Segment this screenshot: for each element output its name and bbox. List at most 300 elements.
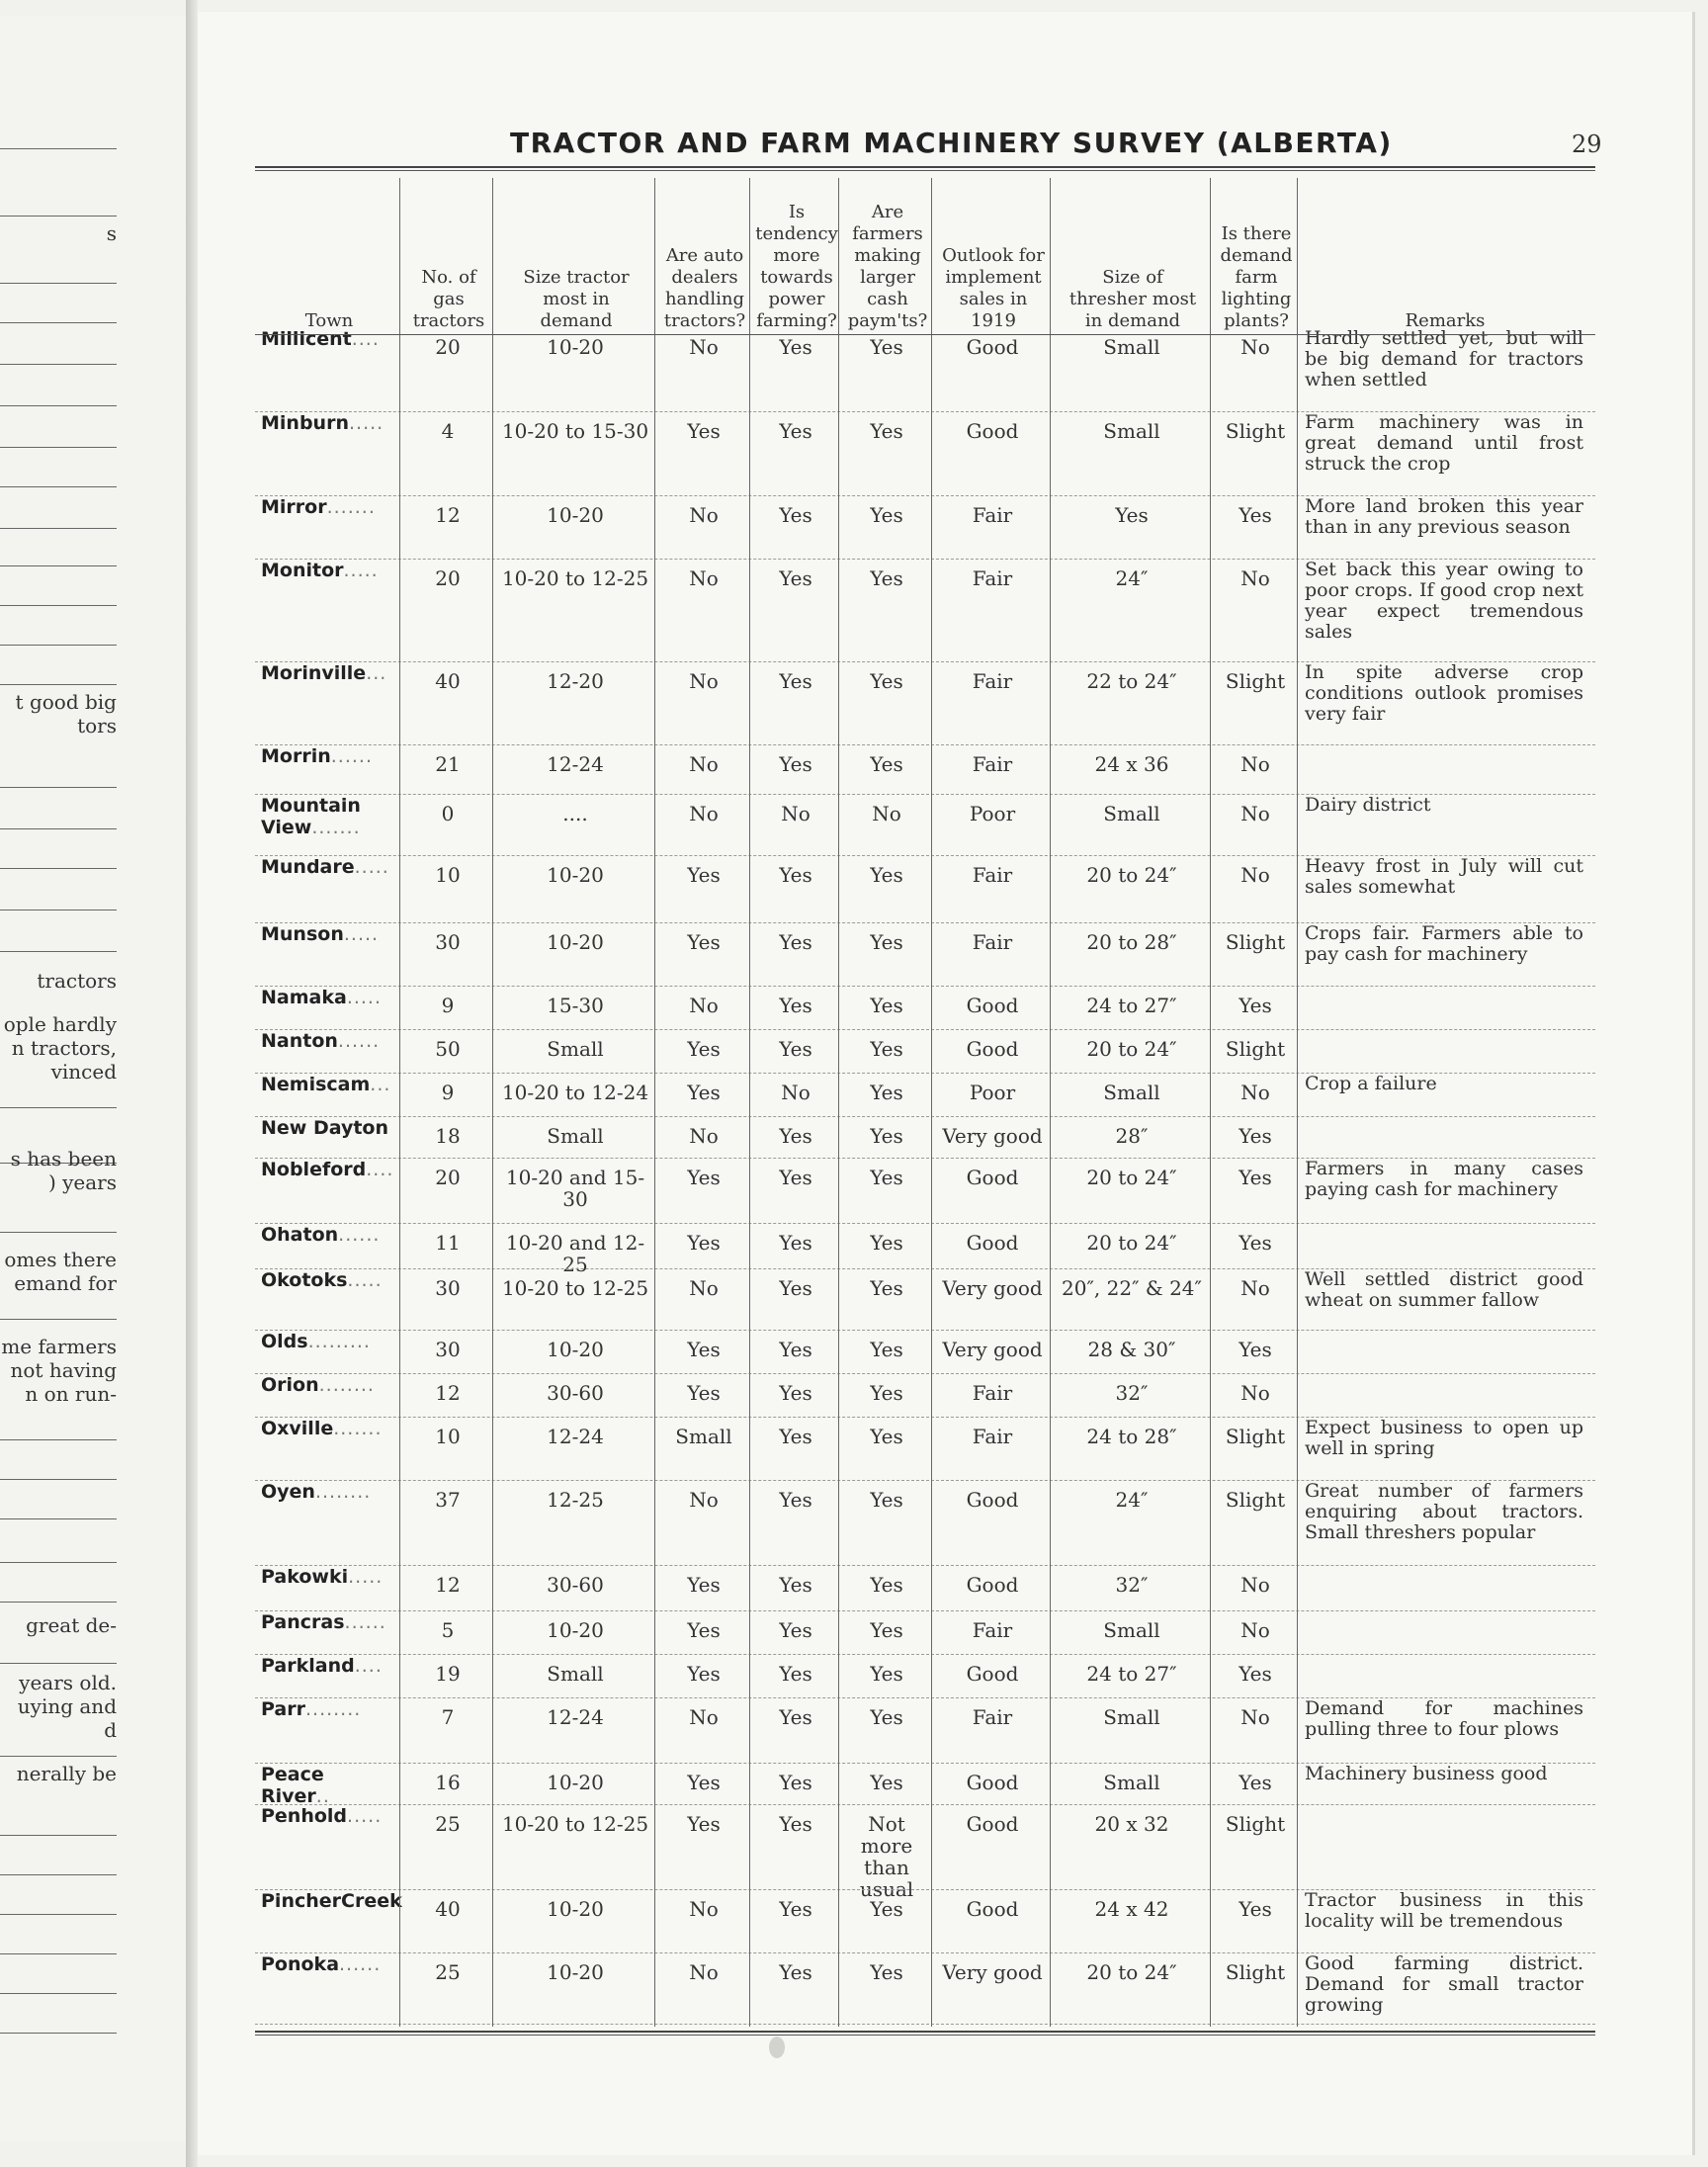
table-row [255,560,1595,662]
cell-lighting-plants: Yes [1238,503,1272,527]
table-row [255,412,1595,496]
town-name: Morinville [261,662,367,684]
leader-dots: ....... [326,496,376,518]
cell-cash-payments: Yes [870,1488,903,1512]
cell-gas-tractors: 12 [435,1573,461,1597]
leader-dots: ... [370,1074,391,1095]
cell-cash-payments: Yes [870,1425,903,1448]
column-header-town [257,182,401,332]
cell-town [261,1418,395,1439]
town-name: Monitor [261,560,344,581]
town-name: Penhold [261,1805,348,1827]
cell-auto-dealers: Yes [687,863,721,887]
facing-page-rule [0,486,117,487]
cell-thresher-size: 24 x 42 [1094,1897,1169,1921]
leader-dots: ...... [330,745,373,767]
cell-town [261,1953,395,1975]
column-divider [749,178,750,2027]
town-name: Morrin [261,745,331,767]
column-divider [399,178,400,2027]
cell-cash-payments: Yes [870,1573,903,1597]
column-header-thresher-size [1054,182,1212,332]
facing-page-rule [0,828,117,829]
cell-tractor-size: 10-20 [547,1338,604,1361]
table-row [255,1953,1595,2025]
cell-auto-dealers: Yes [687,1231,721,1255]
cell-power-tendency: Yes [779,1166,812,1189]
row-separator [255,2024,1595,2025]
cell-outlook-1919: Fair [972,1425,1013,1448]
cell-lighting-plants: No [1240,1705,1270,1729]
column-header-line: Is there [1221,223,1292,244]
cell-power-tendency: Yes [779,1573,812,1597]
cell-remarks: Farm machinery was in great demand until frost struck the crop [1305,411,1583,475]
leader-dots: ....... [311,817,361,838]
cell-outlook-1919: Fair [972,1705,1013,1729]
cell-town [261,1331,395,1352]
facing-page-rule [0,1874,117,1875]
cell-power-tendency: Yes [779,1124,812,1148]
facing-page-rule [0,1479,117,1480]
table-row [255,987,1595,1030]
cell-outlook-1919: Fair [972,669,1013,693]
cell-gas-tractors: 20 [435,335,461,359]
header-rule [255,334,1595,335]
cell-thresher-size: Small [1103,802,1160,825]
cell-gas-tractors: 12 [435,1381,461,1405]
facing-page-rule [0,1107,117,1108]
cell-lighting-plants: No [1240,1573,1270,1597]
town-name: Mirror [261,496,327,518]
column-header-line: dealers [671,267,738,288]
cell-lighting-plants: Slight [1225,1037,1286,1061]
leader-dots: ..... [354,856,389,878]
cell-auto-dealers: No [689,1488,719,1512]
town-name: Okotoks [261,1269,348,1291]
town-name: Namaka [261,987,347,1008]
cell-thresher-size: 20 to 24″ [1086,863,1177,887]
cell-gas-tractors: 10 [435,1425,461,1448]
cell-remarks: In spite adverse crop conditions outlook promises very fair [1305,661,1583,725]
cell-lighting-plants: No [1240,335,1270,359]
column-header-gas-tractors [403,182,494,332]
leader-dots: ..... [348,1566,384,1588]
column-header-line: 1919 [971,310,1016,331]
cell-auto-dealers: No [689,994,719,1017]
cell-lighting-plants: No [1240,1618,1270,1642]
cell-gas-tractors: 30 [435,930,461,954]
cell-thresher-size: 20 to 24″ [1086,1037,1177,1061]
table-row [255,1418,1595,1481]
cell-outlook-1919: Fair [972,930,1013,954]
cell-outlook-1919: Good [966,1812,1019,1836]
table-row [255,856,1595,923]
cell-town [261,496,395,518]
town-name: PincherCreek [261,1890,402,1912]
cell-auto-dealers: Yes [687,1771,721,1794]
table-row [255,1117,1595,1159]
column-header-line: No. of [421,267,476,288]
cell-cash-payments: Not more than usual [859,1812,914,1901]
cell-power-tendency: Yes [779,335,812,359]
facing-page-rule [0,1993,117,1994]
cell-cash-payments: Yes [870,1231,903,1255]
column-header-line: farmers [852,223,923,244]
cell-auto-dealers: No [689,1960,719,1984]
cell-remarks: Hardly settled yet, but will be big demand for tractors when settled [1305,327,1583,390]
column-header-outlook-1919 [935,182,1052,332]
facing-page-text: tractors [37,969,117,993]
column-header-line: farm [1235,267,1278,288]
town-name: Olds [261,1331,308,1352]
cell-power-tendency: Yes [779,419,812,443]
cell-outlook-1919: Good [966,1573,1019,1597]
cell-power-tendency: Yes [779,1897,812,1921]
facing-page-text: me farmers not having n on run- [1,1335,117,1406]
cell-power-tendency: Yes [779,1812,812,1836]
town-name: Nanton [261,1030,338,1052]
cell-tractor-size: .... [562,802,588,825]
cell-remarks: Crops fair. Farmers able to pay cash for machinery [1305,922,1583,965]
leader-dots: ...... [338,1224,381,1246]
cell-thresher-size: 20 to 28″ [1086,930,1177,954]
cell-power-tendency: Yes [779,1037,812,1061]
bottom-rule [255,2031,1595,2033]
cell-thresher-size: Small [1103,1081,1160,1104]
cell-outlook-1919: Fair [972,1381,1013,1405]
cell-lighting-plants: No [1240,863,1270,887]
town-name: Peace River [261,1764,324,1807]
cell-tractor-size: 10-20 [547,503,604,527]
cell-auto-dealers: Yes [687,1081,721,1104]
cell-auto-dealers: Yes [687,1166,721,1189]
cell-gas-tractors: 9 [441,994,455,1017]
cell-tractor-size: 10-20 [547,930,604,954]
cell-power-tendency: Yes [779,994,812,1017]
cell-town [261,987,395,1008]
facing-page-rule [0,447,117,448]
table-row [255,662,1595,745]
leader-dots: ...... [344,1611,386,1633]
town-name: Millicent [261,328,352,350]
leader-dots: ...... [339,1953,382,1975]
cell-gas-tractors: 21 [435,752,461,776]
cell-cash-payments: Yes [870,566,903,590]
column-header-line: tractors [412,310,485,331]
column-header-line: Size tractor [523,267,630,288]
cell-lighting-plants: No [1240,566,1270,590]
cell-lighting-plants: Slight [1225,1488,1286,1512]
cell-auto-dealers: No [689,669,719,693]
cell-tractor-size: 10-20 to 15-30 [501,419,649,443]
cell-town [261,1030,395,1052]
town-name: Mundare [261,856,355,878]
table-row [255,1074,1595,1117]
cell-tractor-size: 10-20 to 12-25 [501,1276,649,1300]
cell-power-tendency: Yes [779,1771,812,1794]
column-header-line: handling [664,289,745,309]
cell-town [261,412,395,434]
leader-dots: ......... [307,1331,371,1352]
column-divider [1210,178,1211,2027]
column-header-line: towards [760,267,833,288]
facing-page-text: s has been ) years [10,1147,117,1194]
cell-town [261,1481,395,1503]
facing-page-rule [0,684,117,685]
town-name: Ponoka [261,1953,340,1975]
town-name: Parr [261,1698,305,1720]
cell-gas-tractors: 0 [441,802,455,825]
cell-tractor-size: Small [547,1037,604,1061]
column-header-line: lighting [1221,289,1292,309]
column-header-line: Remarks [1405,310,1486,331]
leader-dots: .. [315,1785,330,1807]
facing-page-rule [0,868,117,869]
cell-thresher-size: 32″ [1115,1573,1149,1597]
cell-outlook-1919: Fair [972,503,1013,527]
cell-town [261,745,395,767]
table-row [255,1764,1595,1805]
cell-auto-dealers: No [689,566,719,590]
facing-page-rule [0,1602,117,1603]
facing-page-text: great de- [26,1613,117,1637]
cell-outlook-1919: Fair [972,1618,1013,1642]
cell-cash-payments: No [872,802,901,825]
cell-power-tendency: Yes [779,1231,812,1255]
column-header-line: farming? [756,310,837,331]
cell-lighting-plants: Yes [1238,1897,1272,1921]
leader-dots: ..... [347,1269,383,1291]
column-divider [492,178,493,2027]
cell-gas-tractors: 16 [435,1771,461,1794]
cell-lighting-plants: Yes [1238,1231,1272,1255]
column-header-line: in demand [1084,310,1181,331]
cell-power-tendency: No [781,1081,811,1104]
column-header-tractor-size [496,182,656,332]
cell-tractor-size: 10-20 to 12-25 [501,1812,649,1836]
leader-dots: ........ [318,1374,375,1396]
cell-town [261,1159,395,1180]
facing-page-rule [0,1562,117,1563]
facing-page-rule [0,2033,117,2034]
cell-tractor-size: 30-60 [547,1381,604,1405]
cell-gas-tractors: 18 [435,1124,461,1148]
table-row [255,1890,1595,1953]
cell-tractor-size: 12-20 [547,669,604,693]
cell-cash-payments: Yes [870,335,903,359]
town-name: Mountain View [261,795,361,838]
cell-lighting-plants: No [1240,1381,1270,1405]
cell-town [261,1117,395,1139]
cell-cash-payments: Yes [870,752,903,776]
cell-power-tendency: Yes [779,669,812,693]
cell-town [261,1566,395,1588]
cell-gas-tractors: 40 [435,1897,461,1921]
cell-cash-payments: Yes [870,1166,903,1189]
cell-gas-tractors: 5 [441,1618,455,1642]
cell-outlook-1919: Good [966,419,1019,443]
cell-outlook-1919: Very good [942,1124,1043,1148]
leader-dots: ........ [304,1698,362,1720]
cell-lighting-plants: Slight [1225,419,1286,443]
cell-gas-tractors: 30 [435,1338,461,1361]
cell-auto-dealers: No [689,503,719,527]
leader-dots: ..... [343,560,379,581]
cell-tractor-size: 30-60 [547,1573,604,1597]
cell-lighting-plants: Yes [1238,1662,1272,1686]
facing-page-rule [0,148,117,149]
cell-thresher-size: Small [1103,1705,1160,1729]
cell-auto-dealers: Yes [687,419,721,443]
cell-tractor-size: Small [547,1662,604,1686]
town-name: Nemiscam [261,1074,371,1095]
cell-lighting-plants: No [1240,1276,1270,1300]
page-title: TRACTOR AND FARM MACHINERY SURVEY (ALBERTA) [510,127,1393,159]
cell-thresher-size: 20 to 24″ [1086,1960,1177,1984]
cell-town [261,795,395,838]
cell-auto-dealers: Yes [687,1338,721,1361]
cell-lighting-plants: Slight [1225,1425,1286,1448]
table-row [255,1269,1595,1331]
cell-tractor-size: 10-20 and 15-30 [505,1166,645,1211]
table-row [255,1611,1595,1655]
column-header-line: tendency [755,223,838,244]
cell-thresher-size: 20 x 32 [1094,1812,1169,1836]
column-divider [838,178,839,2027]
cell-outlook-1919: Good [966,1231,1019,1255]
cell-cash-payments: Yes [870,669,903,693]
cell-cash-payments: Yes [870,1124,903,1148]
leader-dots: ........ [314,1481,372,1503]
cell-auto-dealers: No [689,1897,719,1921]
cell-thresher-size: 20″, 22″ & 24″ [1062,1276,1202,1300]
cell-gas-tractors: 20 [435,566,461,590]
cell-auto-dealers: Yes [687,1573,721,1597]
cell-power-tendency: Yes [779,1705,812,1729]
cell-thresher-size: 20 to 24″ [1086,1166,1177,1189]
column-header-line: demand [1220,245,1293,266]
column-divider [1297,178,1298,2027]
column-header-line: most in [543,289,610,309]
column-header-line: Are auto [665,245,744,266]
column-header-line: plants? [1224,310,1289,331]
cell-remarks: More land broken this year than in any previous season [1305,495,1583,538]
facing-page-text: t good big tors [15,690,117,737]
cell-lighting-plants: Yes [1238,1338,1272,1361]
cell-auto-dealers: Small [675,1425,732,1448]
cell-power-tendency: No [781,802,811,825]
cell-lighting-plants: Yes [1238,1166,1272,1189]
cell-auto-dealers: Yes [687,1618,721,1642]
cell-thresher-size: 24″ [1115,1488,1149,1512]
table-row [255,1159,1595,1224]
town-name: Pakowki [261,1566,349,1588]
cell-remarks: Good farming district. Demand for small tractor growing [1305,1952,1583,2016]
column-header-line: power [768,289,825,309]
cell-remarks: Dairy district [1305,794,1431,816]
cell-tractor-size: 12-24 [547,1425,604,1448]
table-row [255,1566,1595,1611]
cell-thresher-size: 22 to 24″ [1086,669,1177,693]
cell-cash-payments: Yes [870,1960,903,1984]
cell-remarks: Great number of farmers enquiring about tractors. Small threshers popular [1305,1480,1583,1543]
cell-power-tendency: Yes [779,1662,812,1686]
facing-page-text: omes there emand for [4,1248,117,1295]
cell-power-tendency: Yes [779,1618,812,1642]
town-name: Pancras [261,1611,345,1633]
cell-thresher-size: 24″ [1115,566,1149,590]
cell-auto-dealers: Yes [687,1037,721,1061]
cell-thresher-size: Small [1103,1618,1160,1642]
cell-auto-dealers: No [689,1124,719,1148]
facing-page-rule [0,364,117,365]
cell-thresher-size: 24 x 36 [1094,752,1169,776]
facing-page-rule [0,605,117,606]
cell-tractor-size: 12-24 [547,752,604,776]
facing-page-rule [0,1232,117,1233]
town-name: Oyen [261,1481,315,1503]
cell-lighting-plants: No [1240,1081,1270,1104]
town-name: Parkland [261,1655,355,1677]
table-row [255,496,1595,560]
cell-town [261,1805,395,1827]
cell-tractor-size: 15-30 [547,994,604,1017]
cell-outlook-1919: Fair [972,566,1013,590]
cell-tractor-size: 10-20 [547,1771,604,1794]
column-header-line: demand [540,310,613,331]
column-header-line: Are [871,202,904,222]
cell-outlook-1919: Poor [969,802,1016,825]
table-row [255,1481,1595,1566]
cell-town [261,1269,395,1291]
document-page [198,12,1695,2155]
town-name: Orion [261,1374,319,1396]
cell-thresher-size: Small [1103,335,1160,359]
cell-gas-tractors: 10 [435,863,461,887]
leader-dots: ..... [343,923,380,945]
cell-lighting-plants: Slight [1225,1812,1286,1836]
cell-outlook-1919: Poor [969,1081,1016,1104]
column-header-remarks [1301,182,1589,332]
facing-page-rule [0,1663,117,1664]
page-smudge [769,2037,785,2058]
cell-thresher-size: 20 to 24″ [1086,1231,1177,1255]
cell-cash-payments: Yes [870,1276,903,1300]
cell-tractor-size: 10-20 to 12-25 [501,566,649,590]
leader-dots: .... [366,1159,394,1180]
cell-cash-payments: Yes [870,1037,903,1061]
cell-thresher-size: 28 & 30″ [1087,1338,1176,1361]
cell-gas-tractors: 25 [435,1812,461,1836]
table-row [255,328,1595,412]
cell-town [261,856,395,878]
cell-power-tendency: Yes [779,503,812,527]
cell-auto-dealers: No [689,1276,719,1300]
cell-tractor-size: Small [547,1124,604,1148]
cell-gas-tractors: 9 [441,1081,455,1104]
cell-lighting-plants: Slight [1225,930,1286,954]
facing-page [0,16,188,2141]
cell-outlook-1919: Good [966,994,1019,1017]
column-header-lighting-plants [1214,182,1299,332]
column-header-line: tractors? [663,310,746,331]
cell-gas-tractors: 30 [435,1276,461,1300]
cell-remarks: Tractor business in this locality will be tremendous [1305,1889,1583,1932]
cell-tractor-size: 10-20 [547,863,604,887]
cell-tractor-size: 10-20 [547,1897,604,1921]
cell-town [261,662,395,684]
cell-remarks: Crop a failure [1305,1073,1437,1094]
